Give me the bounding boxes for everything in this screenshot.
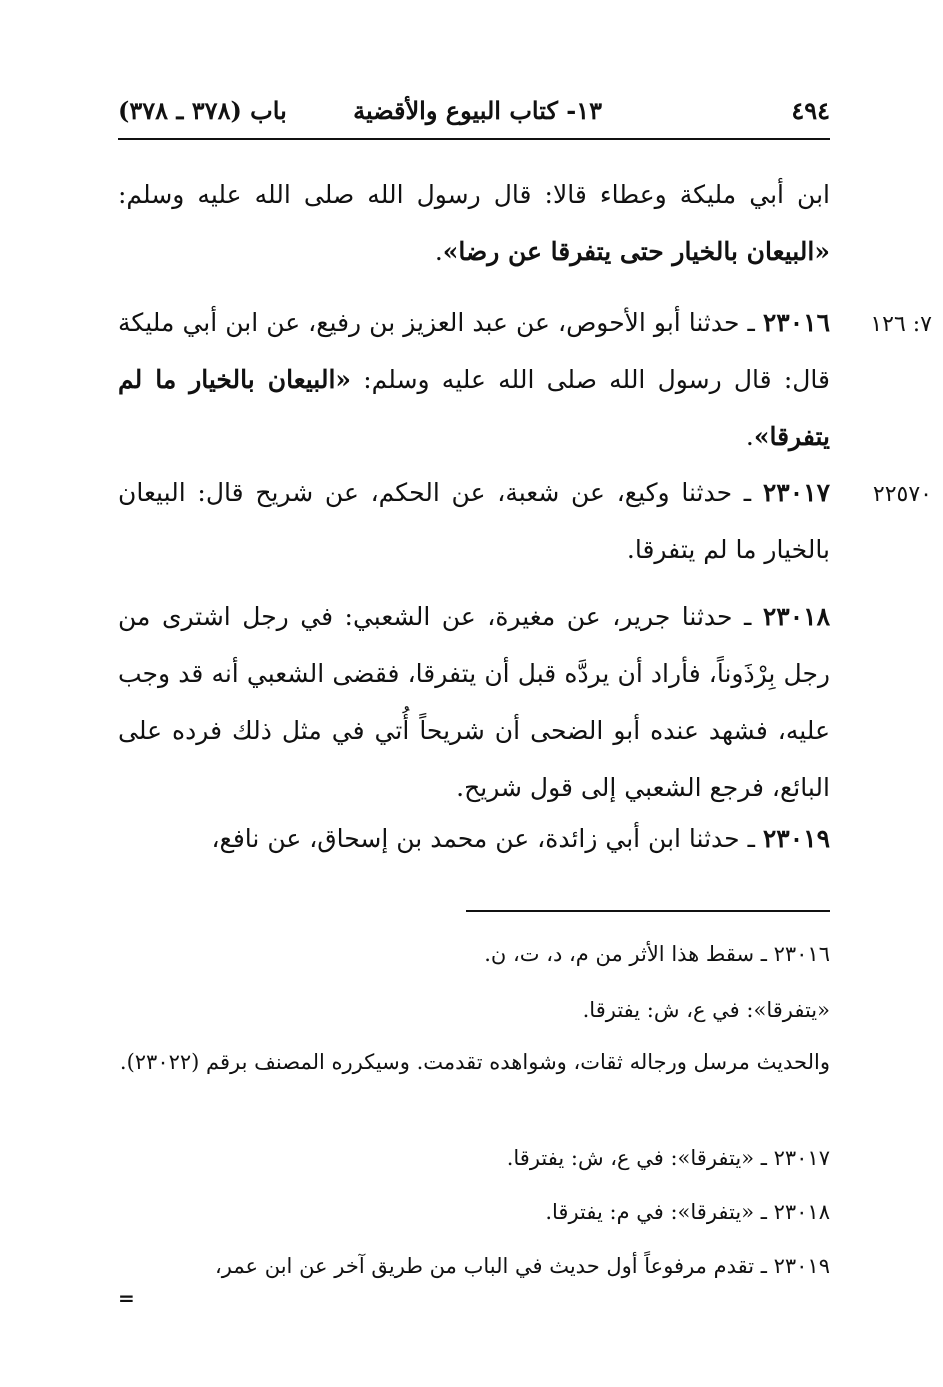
- hadith-number: ٢٣٠١٧: [762, 478, 830, 507]
- footnote: ٢٣٠١٩ ـ تقدم مرفوعاً أول حديث في الباب من طريق آخر عن ابن عمر،: [215, 1254, 830, 1278]
- hadith-number: ٢٣٠١٦: [762, 308, 830, 337]
- margin-reference: ٢٢٥٧٠: [872, 482, 932, 507]
- paragraph-text: ـ حدثنا وكيع، عن شعبة، عن الحكم، عن شريح قال: البيعان بالخيار ما لم يتفرقا.: [118, 478, 830, 564]
- hadith-number: ٢٣٠١٨: [762, 602, 830, 631]
- paragraph-text: ابن أبي مليكة وعطاء قالا: قال رسول الله صلى الله عليه وسلم:: [118, 180, 830, 209]
- paragraph-text: ـ حدثنا ابن أبي زائدة، عن محمد بن إسحاق، عن نافع،: [211, 824, 763, 853]
- chapter-heading: باب (٣٧٨ ـ ٣٧٨): [118, 96, 287, 125]
- hadith-23017: [118, 464, 830, 578]
- footnote: والحديث مرسل ورجاله ثقات، وشواهده تقدمت. وسيكرره المصنف برقم (٢٣٠٢٢).: [119, 1050, 830, 1074]
- hadith-number: ٢٣٠١٩: [762, 824, 830, 853]
- paragraph-text: ـ حدثنا جرير، عن مغيرة، عن الشعبي: في رجل اشترى من رجل بِرْذَوناً، فأراد أن يردَّه قبل أن يتفرقا، فقضى الشعبي أنه قد وجب عليه، فشهد عنده أبو الضحى أن شريحاً أُتي في مثل ذلك فرده على البائع، فرجع الشعبي إلى قول شريح.: [118, 602, 830, 802]
- hadith-quote: «البيعان بالخيار ما لم يتفرقا»: [118, 365, 830, 451]
- hadith-23018: [118, 588, 830, 816]
- header-rule: [118, 138, 830, 140]
- paragraph-tail: .: [745, 422, 754, 451]
- hadith-quote: «البيعان بالخيار حتى يتفرقا عن رضا»: [442, 237, 830, 266]
- paragraph-tail: .: [434, 237, 443, 266]
- footnote: ٢٣٠١٨ ـ «يتفرقا»: في م: يفترقا.: [545, 1200, 830, 1224]
- paragraph-text: ـ حدثنا أبو الأحوص، عن عبد العزيز بن رفيع، عن ابن أبي مليكة قال: قال رسول الله صلى الله عليه وسلم:: [118, 308, 830, 394]
- hadith-23019: [118, 810, 830, 867]
- footnote: ٢٣٠١٦ ـ سقط هذا الأثر من م، د، ت، ن.: [484, 942, 830, 966]
- paragraph-continuation: [118, 166, 830, 280]
- margin-reference: ٧: ١٢٦: [870, 312, 932, 337]
- book-title: ١٣- كتاب البيوع والأقضية: [353, 96, 602, 125]
- footnote: «يتفرقا»: في ع، ش: يفترقا.: [582, 998, 830, 1022]
- hadith-23016: [118, 294, 830, 465]
- continuation-mark: =: [118, 1286, 135, 1310]
- footnote-rule: [466, 910, 830, 912]
- page-number: ٤٩٤: [791, 96, 830, 125]
- page-header: [118, 96, 830, 136]
- footnote: ٢٣٠١٧ ـ «يتفرقا»: في ع، ش: يفترقا.: [506, 1146, 830, 1170]
